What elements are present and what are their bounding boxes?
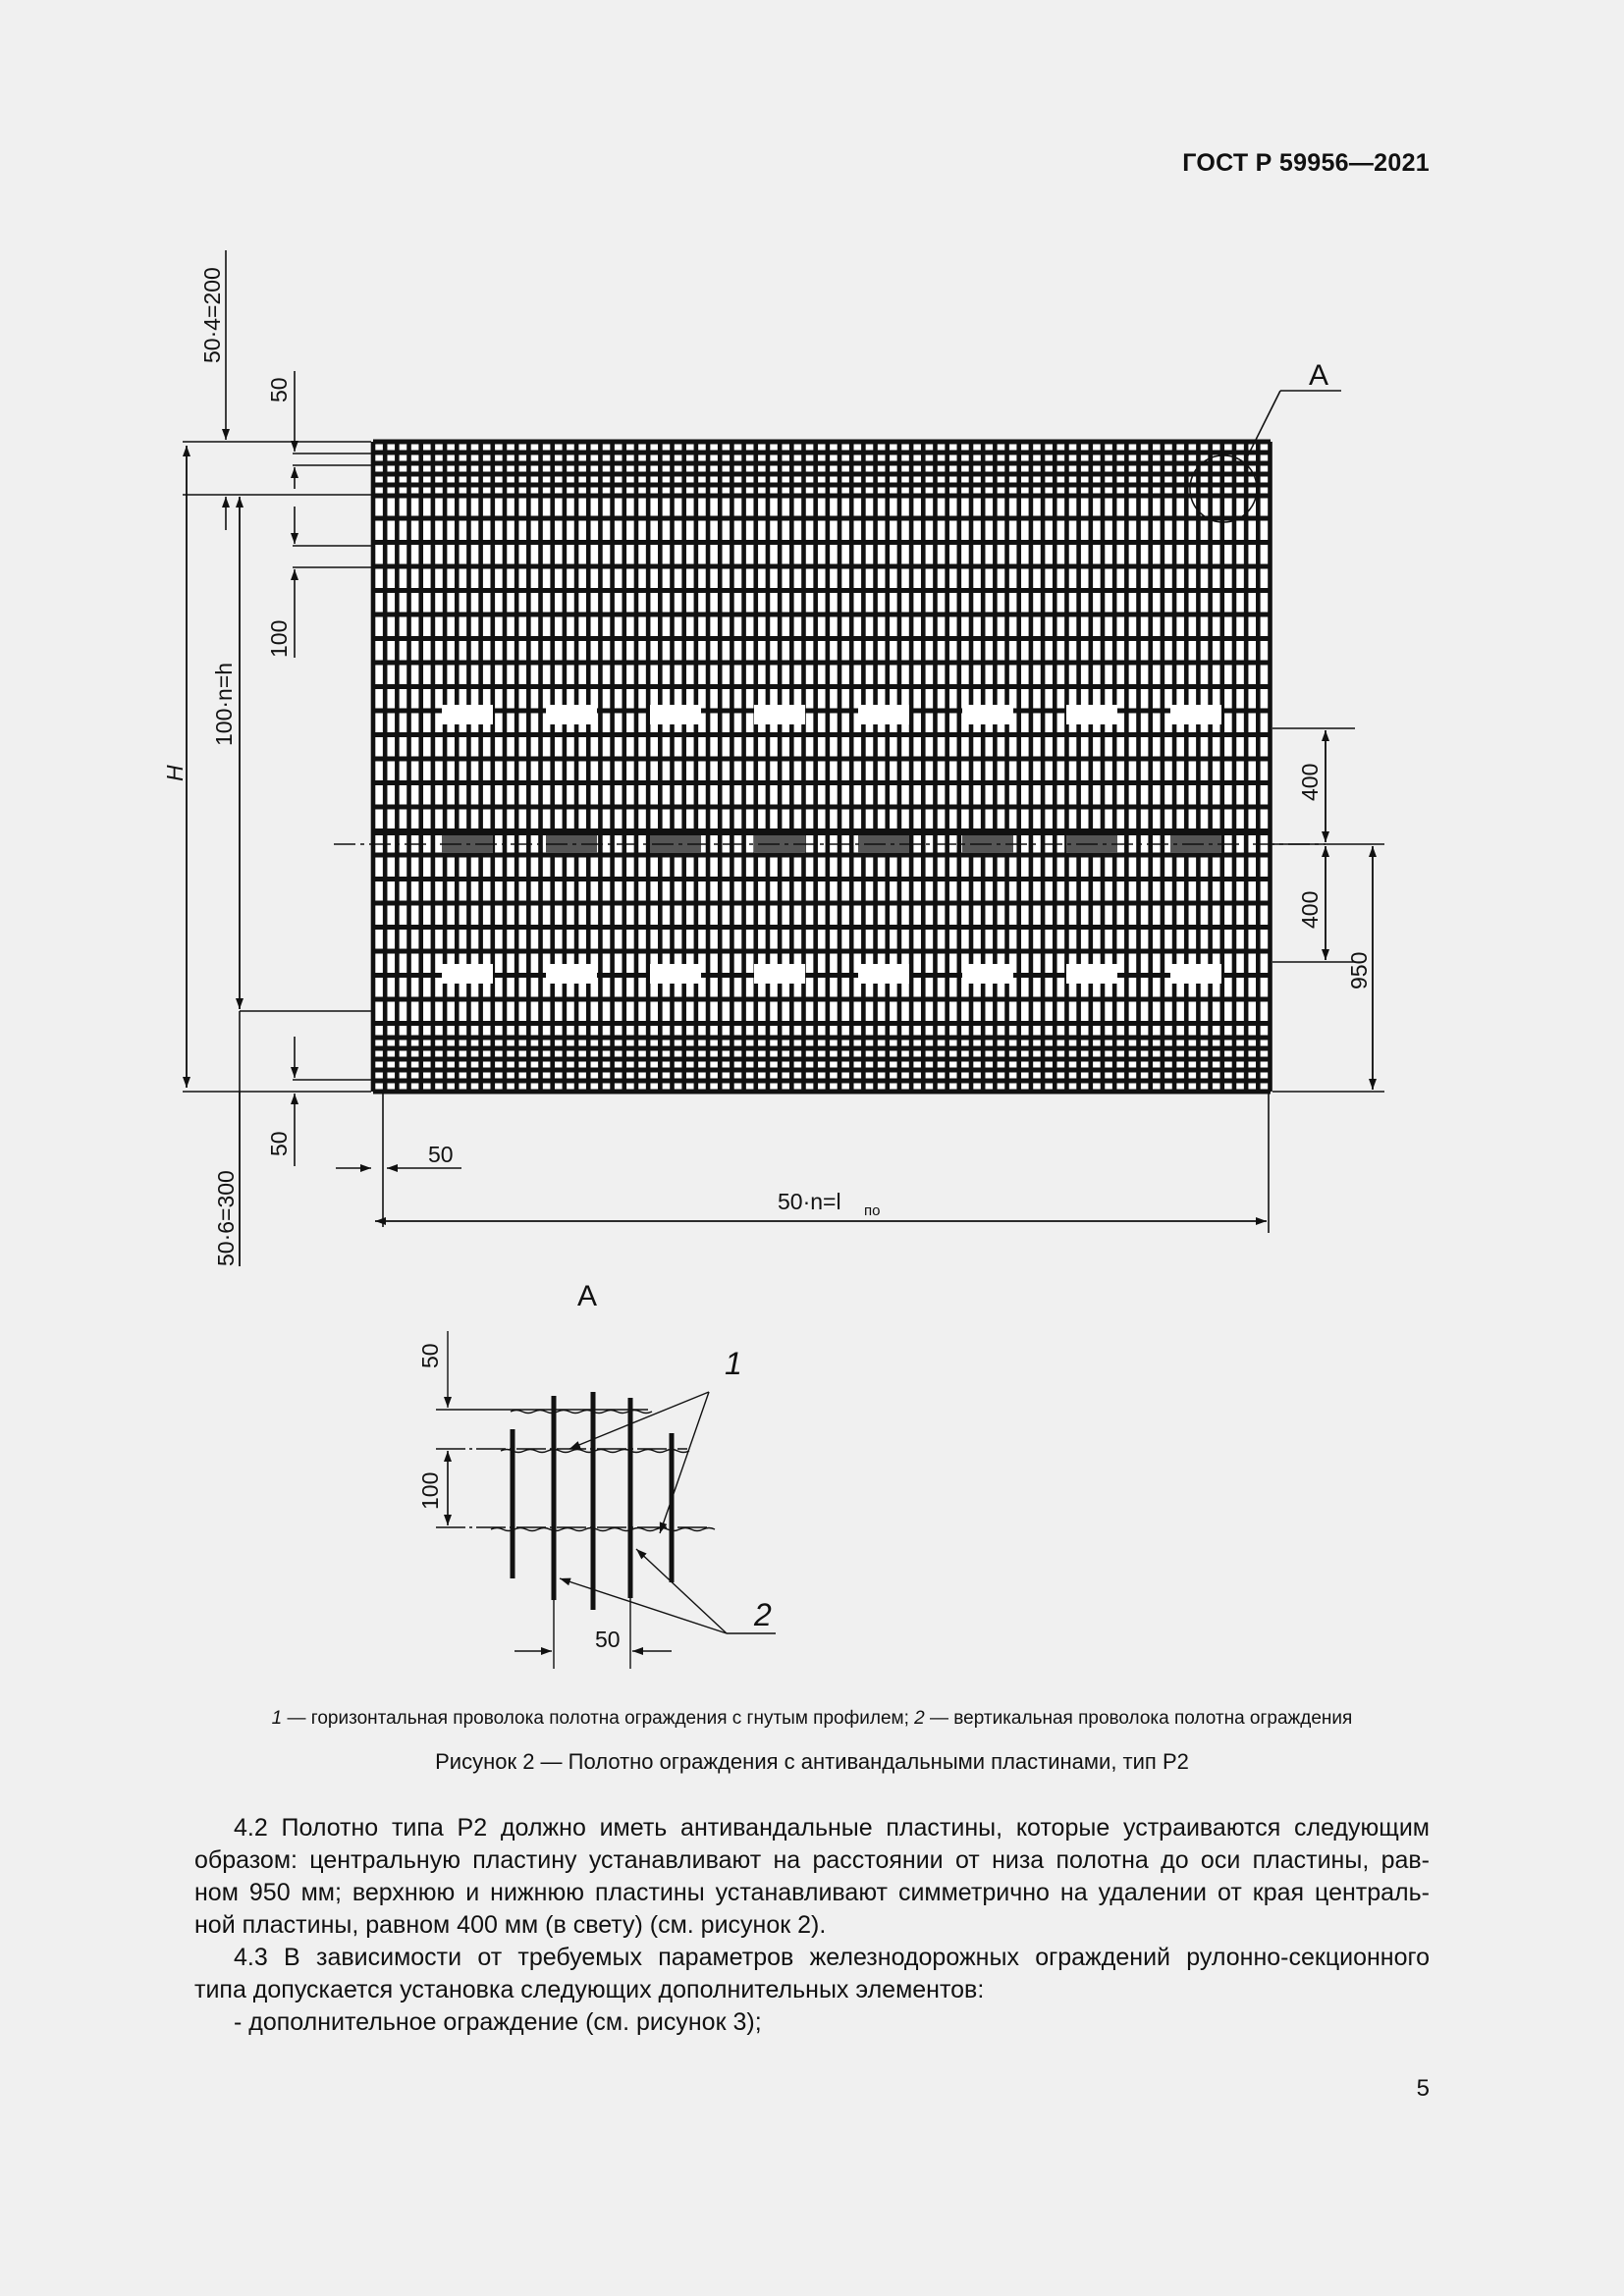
para-4-2-line-4: ной пластины, равном 400 мм (в свету) (см. рисунок 2). [194, 1911, 827, 1939]
dim-mid: 100·n=h [211, 662, 237, 746]
plate-upper [1170, 705, 1221, 724]
dim-right-400a: 400 [1297, 763, 1323, 801]
figure-legend [0, 1708, 1624, 1730]
plate-band-bottom [373, 853, 1271, 856]
dim-left-50: 50 [428, 1142, 454, 1167]
plate-upper [442, 705, 493, 724]
plate-band-top [373, 832, 1271, 835]
body-text [194, 1812, 1430, 2039]
standard-header: ГОСТ Р 59956—2021 [1182, 149, 1430, 177]
legend-text-2: — вертикальная проволока полотна ограждения [924, 1708, 1353, 1729]
plate-upper [650, 705, 701, 724]
list-item: - дополнительное ограждение (см. рисунок 3); [234, 2008, 762, 2036]
dim-bot-total: 50·6=300 [213, 1170, 239, 1266]
detail-dim-50: 50 [417, 1343, 443, 1368]
page-number: 5 [1416, 2075, 1430, 2102]
plate-lower [1066, 964, 1117, 984]
detail-dim-50h: 50 [595, 1627, 621, 1652]
dim-top-step: 50 [266, 377, 292, 402]
para-4-2-line-3: ном 950 мм; верхнюю и нижнюю пластины устанавливают симметрично на удалении от края централь- [194, 1879, 1430, 1906]
plate-lower [1170, 964, 1221, 984]
dim-top-total: 50·4=200 [199, 267, 225, 363]
position-2: 2 [754, 1597, 772, 1632]
figure-caption: Рисунок 2 — Полотно ограждения с антивандальными пластинами, тип Р2 [435, 1749, 1189, 1774]
plate-lower [858, 964, 909, 984]
para-4-2-line-1: 4.2 Полотно типа Р2 должно иметь антивандальные пластины, которые устраиваются следующим [234, 1814, 1430, 1842]
plate-lower [962, 964, 1013, 984]
dim-right-400b: 400 [1297, 890, 1323, 929]
legend-num-2: 2 [914, 1708, 925, 1729]
plate-lower [650, 964, 701, 984]
plate-upper [858, 705, 909, 724]
plate-lower [754, 964, 805, 984]
para-4-3-line-1: 4.3 В зависимости от требуемых параметров железнодорожных ограждений рулонно-секционного [234, 1944, 1430, 1971]
plate-upper [546, 705, 597, 724]
mesh-background [373, 442, 1271, 1092]
dim-h-total: H [162, 765, 188, 781]
dim-step-100: 100 [266, 619, 292, 658]
detail-a-view [436, 1331, 776, 1669]
detail-label: А [577, 1280, 598, 1312]
para-4-3-line-2: типа допускается установка следующих дополнительных элементов: [194, 1976, 985, 2003]
legend-text-1: — горизонтальная проволока полотна ограждения с гнутым профилем; [282, 1708, 915, 1729]
para-4-2-line-2: образом: центральную пластину устанавливают на расстоянии от низа полотна до оси пластины, рав- [194, 1846, 1430, 1874]
plate-lower [546, 964, 597, 984]
detail-dim-100: 100 [417, 1471, 443, 1510]
plate-upper [1066, 705, 1117, 724]
legend-num-1: 1 [271, 1708, 283, 1729]
dim-right-950: 950 [1346, 951, 1372, 989]
dim-width: 50·n=l [778, 1189, 841, 1214]
dim-width-sub: по [864, 1202, 881, 1219]
plate-lower [442, 964, 493, 984]
dim-bot-step: 50 [266, 1131, 292, 1156]
plate-upper [962, 705, 1013, 724]
label-a: A [1309, 359, 1329, 392]
plate-upper [754, 705, 805, 724]
fence-mesh [373, 442, 1271, 1092]
position-1: 1 [725, 1346, 742, 1381]
